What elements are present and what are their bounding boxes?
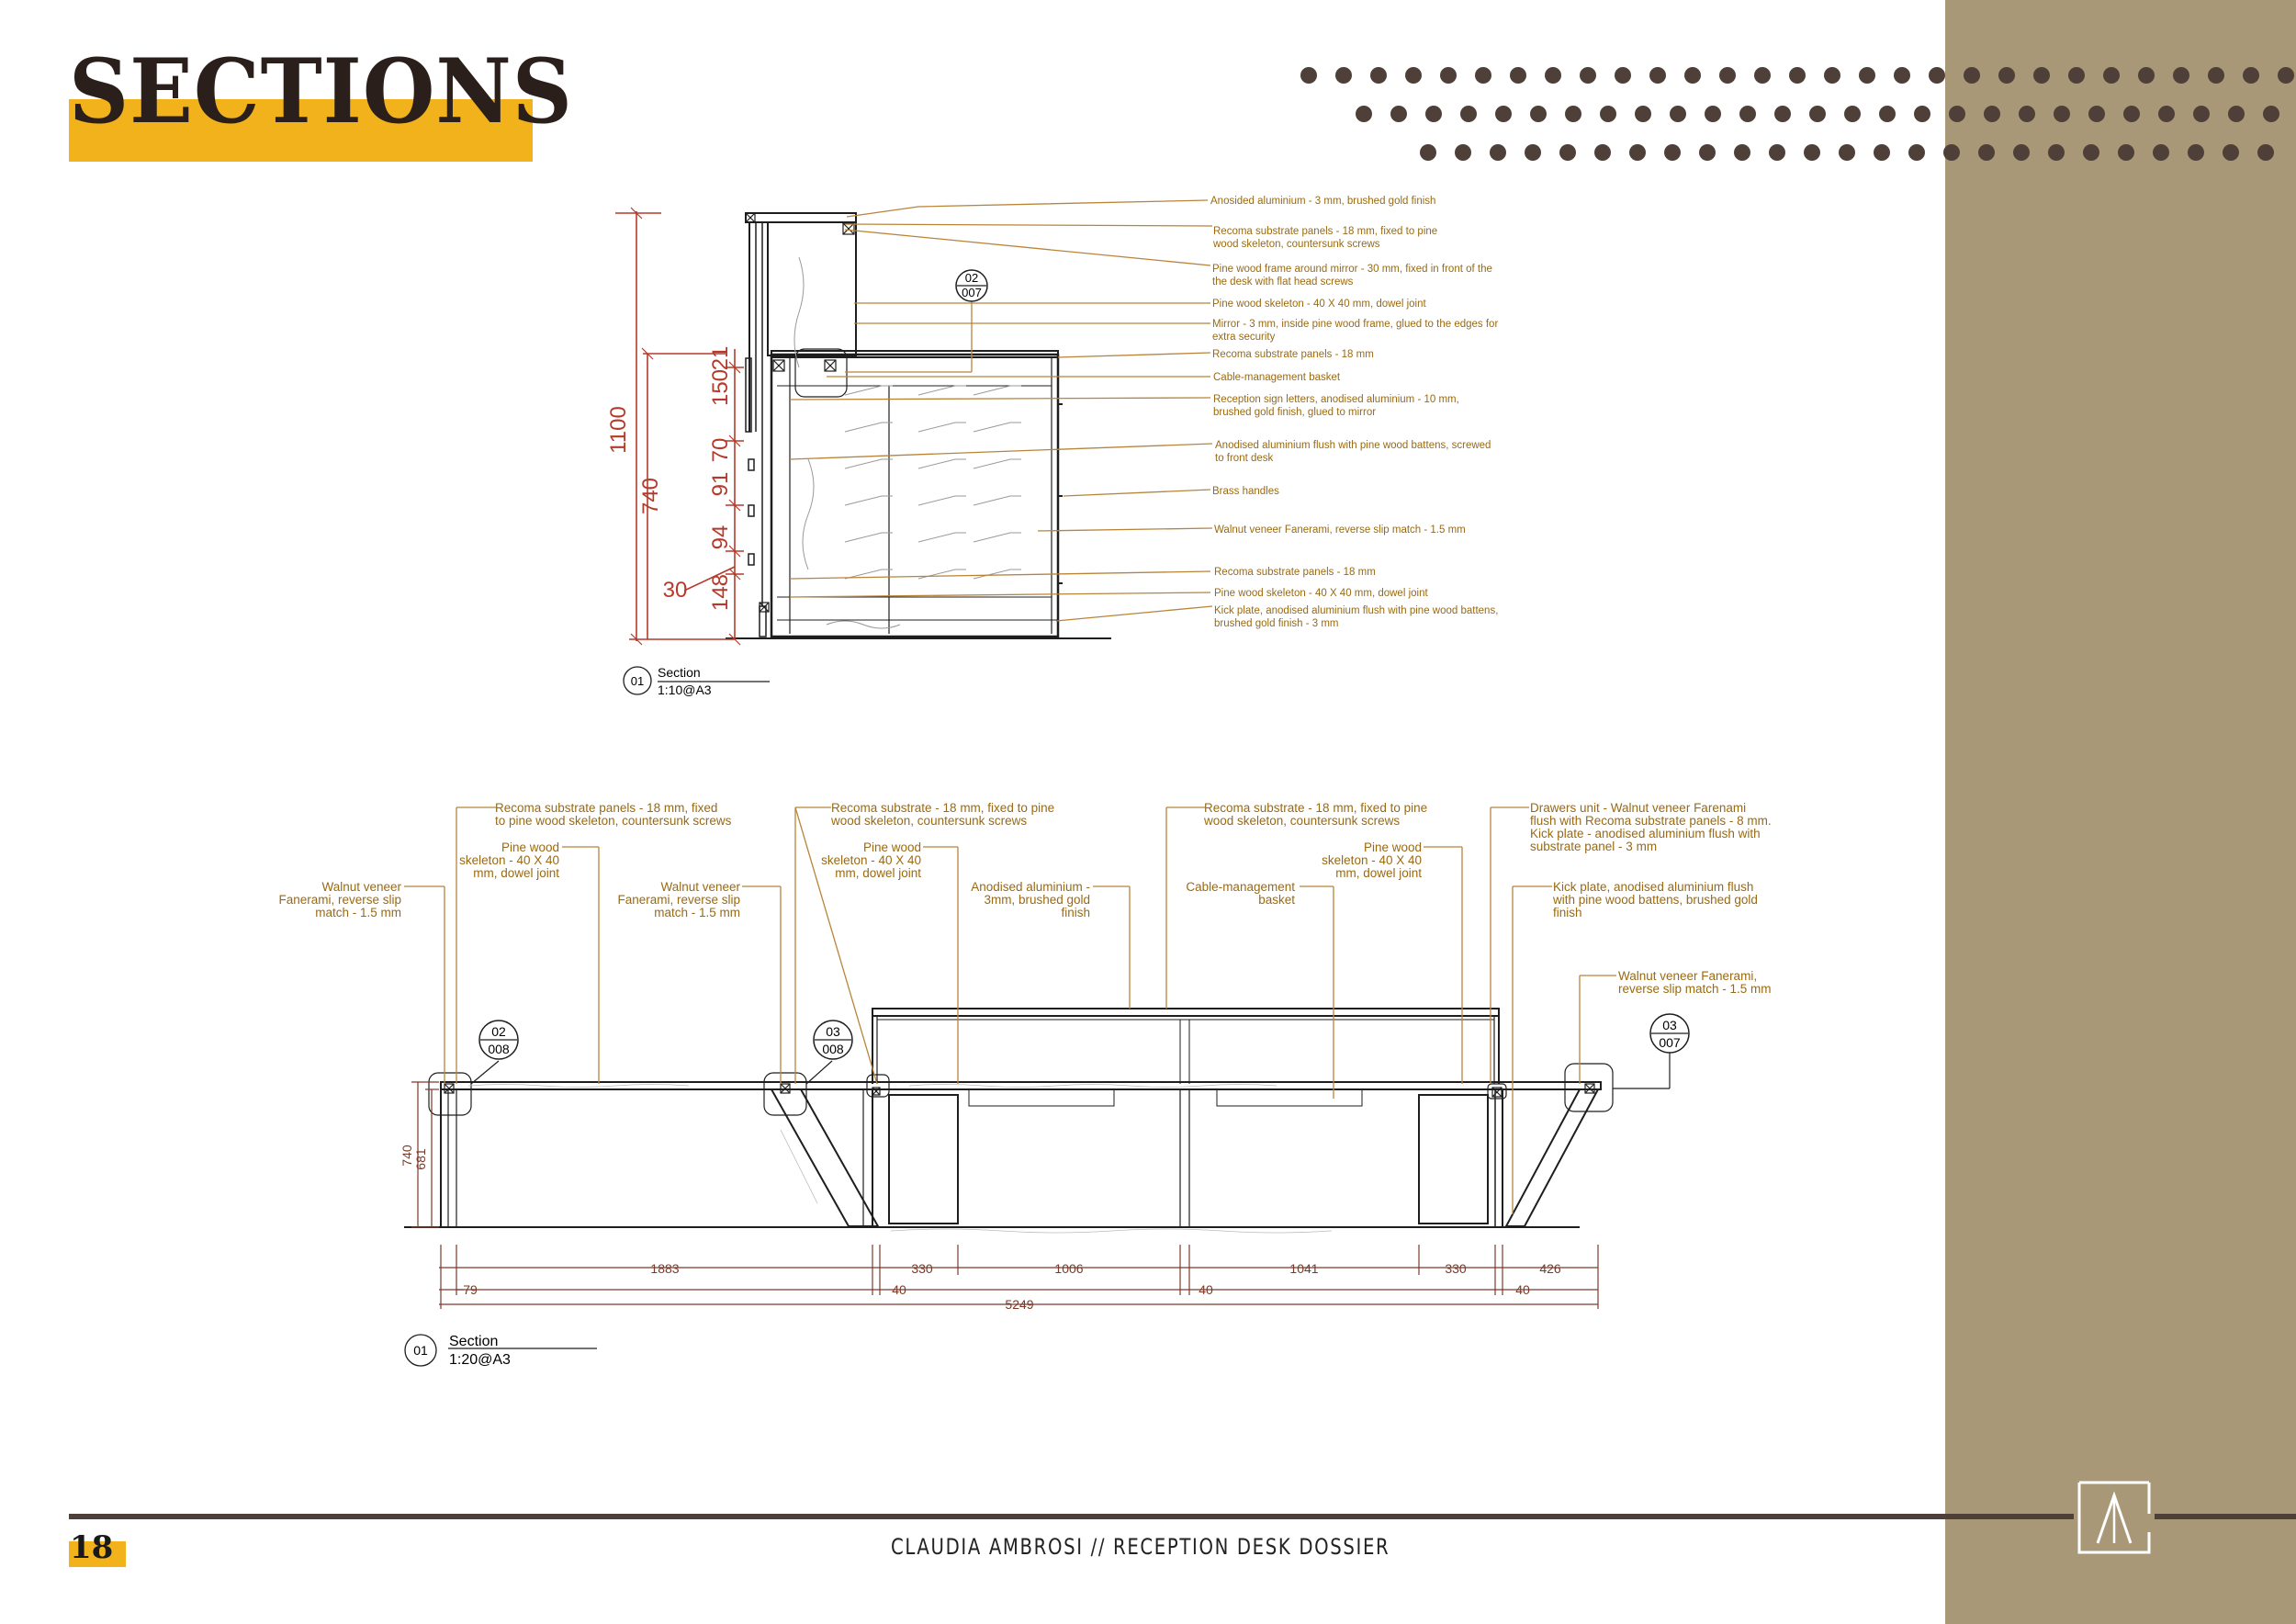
s1-annotation: Brass handles [1212, 486, 1279, 497]
s1-annotation: Pine wood skeleton - 40 X 40 mm, dowel joint [1212, 299, 1426, 310]
s2-annotation: Anodised aluminium - [971, 880, 1090, 894]
page-number: 18 [70, 1529, 114, 1566]
dim-width: 40 [1515, 1282, 1530, 1297]
footer-text: CLAUDIA AMBROSI // RECEPTION DESK DOSSIER [891, 1534, 1390, 1560]
dim-total: 5249 [1005, 1297, 1034, 1312]
callout-top: 02 [491, 1024, 506, 1039]
section-2-callouts [479, 1014, 1689, 1059]
monogram-logo [2074, 1477, 2155, 1558]
dim-segment: 21 [708, 345, 733, 371]
s1-annotation: Mirror - 3 mm, inside pine wood frame, glued to the edges for [1212, 319, 1499, 330]
s1-annotation: brushed gold finish - 3 mm [1214, 618, 1339, 629]
s1-annotation: the desk with flat head screws [1212, 276, 1354, 288]
s2-annotation: wood skeleton, countersunk screws [1204, 814, 1401, 828]
s2-annotation: skeleton - 40 X 40 [821, 853, 921, 867]
s2-annotation: Recoma substrate - 18 mm, fixed to pine [831, 801, 1055, 815]
s2-annotation: to pine wood skeleton, countersunk screws [495, 814, 732, 828]
s2-annotation: Recoma substrate - 18 mm, fixed to pine [1204, 801, 1428, 815]
s2-annotation: Walnut veneer [660, 880, 740, 894]
dim-width: 40 [892, 1282, 906, 1297]
footer-rule [69, 1514, 2296, 1519]
dim-segment: 91 [708, 471, 733, 497]
dim-height: 740 [400, 1145, 414, 1167]
s1-annotation: to front desk [1215, 453, 1274, 464]
s2-annotation: match - 1.5 mm [654, 906, 740, 919]
s2-annotation: finish [1061, 906, 1090, 919]
s1-annotation: Recoma substrate panels - 18 mm [1214, 567, 1376, 578]
s2-annotation: Drawers unit - Walnut veneer Farenami [1530, 801, 1747, 815]
s2-annotation: substrate panel - 3 mm [1530, 840, 1658, 853]
s2-annotation: Kick plate - anodised aluminium flush with [1530, 827, 1761, 840]
s1-annotation: Anosided aluminium - 3 mm, brushed gold finish [1210, 196, 1436, 207]
dim-width: 426 [1539, 1261, 1561, 1276]
dim-width: 40 [1199, 1282, 1213, 1297]
upper-counter-top [872, 1009, 1499, 1016]
s2-annotation: with pine wood battens, brushed gold [1553, 893, 1758, 907]
s1-annotation: brushed gold finish, glued to mirror [1213, 407, 1377, 418]
s2-annotation: Pine wood [1363, 840, 1422, 854]
dim-segment: 150 [708, 368, 733, 407]
dim-offset: 30 [662, 578, 688, 603]
callout-top: 03 [826, 1024, 840, 1039]
section-title: Section [658, 665, 701, 680]
mirror-top-cap [746, 213, 856, 222]
s2-annotation: reverse slip match - 1.5 mm [1618, 982, 1772, 996]
s1-annotation: Recoma substrate panels - 18 mm [1212, 349, 1374, 360]
section-number: 01 [413, 1343, 428, 1358]
s1-annotation: Pine wood skeleton - 40 X 40 mm, dowel joint [1214, 588, 1428, 599]
s2-annotation: Recoma substrate panels - 18 mm, fixed [495, 801, 718, 815]
dim-segment: 70 [708, 437, 733, 463]
logo-mark-icon [2074, 1477, 2155, 1558]
s2-annotation: match - 1.5 mm [315, 906, 401, 919]
section-scale: 1:20@A3 [449, 1352, 511, 1368]
dim-segment: 94 [708, 524, 733, 550]
section-scale: 1:10@A3 [658, 682, 712, 697]
section-2-drawing [278, 801, 1771, 1368]
s2-annotation: Fanerami, reverse slip [617, 893, 740, 907]
s2-annotation: mm, dowel joint [1335, 866, 1422, 880]
s2-annotation: Cable-management [1186, 880, 1295, 894]
dim-segment: 148 [708, 573, 733, 612]
section-title: Section [449, 1334, 499, 1349]
s1-annotation: extra security [1212, 332, 1276, 343]
callout-bottom: 007 [962, 286, 982, 299]
s1-annotation: Cable-management basket [1213, 372, 1341, 383]
callout-bottom: 008 [488, 1042, 510, 1056]
s2-annotation: Pine wood [862, 840, 921, 854]
s2-annotation: Walnut veneer [321, 880, 401, 894]
section-number: 01 [630, 674, 645, 688]
dim-width: 330 [911, 1261, 933, 1276]
dim-height: 681 [413, 1148, 428, 1170]
s2-annotation: wood skeleton, countersunk screws [831, 814, 1028, 828]
dim-width: 330 [1445, 1261, 1467, 1276]
section-1-title [624, 665, 770, 697]
s2-annotation: 3mm, brushed gold [984, 893, 1090, 907]
s2-annotation: Fanerami, reverse slip [278, 893, 401, 907]
mirror-frame [768, 222, 856, 355]
s1-annotation: Anodised aluminium flush with pine wood battens, screwed [1215, 440, 1491, 451]
s2-annotation: Kick plate, anodised aluminium flush [1553, 880, 1754, 894]
dim-height-desk: 740 [638, 477, 663, 515]
page-title: SECTIONS [69, 39, 573, 143]
s2-annotation: finish [1553, 906, 1582, 919]
s1-annotation: Walnut veneer Fanerami, reverse slip match - 1.5 mm [1214, 524, 1466, 536]
s1-annotation: Kick plate, anodised aluminium flush with pine wood battens, [1214, 605, 1499, 616]
s2-annotation: mm, dowel joint [473, 866, 559, 880]
callout-top: 02 [964, 271, 979, 285]
s2-annotation: Walnut veneer Fanerami, [1618, 969, 1758, 983]
s1-annotation: wood skeleton, countersunk screws [1213, 239, 1380, 250]
callout-top: 03 [1662, 1018, 1677, 1032]
s2-annotation: skeleton - 40 X 40 [459, 853, 559, 867]
section-2-title [405, 1334, 597, 1368]
s1-annotation: Pine wood frame around mirror - 30 mm, fixed in front of the [1212, 264, 1492, 275]
s2-annotation: Pine wood [501, 840, 559, 854]
s1-annotation: Reception sign letters, anodised aluminium - 10 mm, [1213, 394, 1459, 405]
s1-annotation: Recoma substrate panels - 18 mm, fixed to pine [1213, 226, 1438, 237]
s2-annotation: skeleton - 40 X 40 [1322, 853, 1422, 867]
s2-annotation: flush with Recoma substrate panels - 8 mm. [1530, 814, 1772, 828]
section-1-drawing [606, 196, 1498, 697]
dim-width: 1041 [1289, 1261, 1319, 1276]
s2-annotation: mm, dowel joint [835, 866, 921, 880]
dim-height-total: 1100 [606, 406, 631, 454]
dim-width: 1883 [650, 1261, 680, 1276]
callout-bottom: 007 [1659, 1035, 1681, 1050]
callout-bottom: 008 [822, 1042, 844, 1056]
dim-width: 79 [463, 1282, 478, 1297]
s2-annotation: basket [1258, 893, 1295, 907]
dim-width: 1006 [1054, 1261, 1084, 1276]
